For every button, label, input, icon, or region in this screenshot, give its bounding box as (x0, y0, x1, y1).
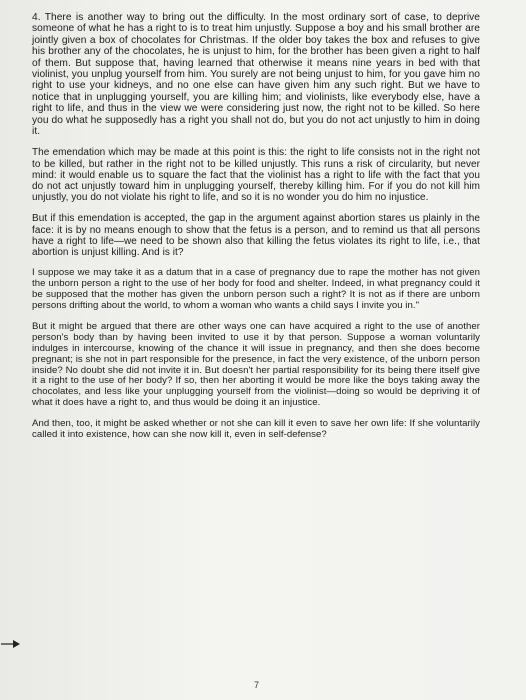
paragraph-5: But it might be argued that there are other ways one can have acquired a right to the use of another person's body than by having been invited to use it by that person. Suppose a woman voluntarily indulges in intercourse, knowing of the chance it will issue in pregnancy, and then she does become pregnant; is she not in part responsible for the presence, in fact the very existence, of the unborn person inside? No doubt she did not invite it in. But doesn't her partial responsibility for its being there itself give it a right to the use of her body? If so, then her aborting it would be more like the boys taking away the chocolates, and less like your unplugging yourself from the violinist—doing so would be depriving it of what it does have a right to, and thus would be doing it an injustice. (32, 320, 480, 409)
paragraph-1: 4. There is another way to bring out the difficulty. In the most ordinary sort of case, to deprive someone of what he has a right to is to treat him unjustly. Suppose a boy and his small brother are jointly given a box of chocolates for Christmas. If the older boy takes the box and refuses to give his brother any of the chocolates, he is unjust to him, for the brother has been given a right to half of them. But suppose that, having learned that otherwise it means nine years in bed with that violinist, you unplug yourself from him. You surely are not being unjust to him, for you gave him no right to use your kidneys, and no one else can have given him any such right. But we have to notice that in unplugging yourself, you are killing him; and violinists, like everybody else, have a right to life, and thus in the view we were considering just now, the right not to be killed. So here you do what he supposedly has a right you shall not do, but you do not act unjustly to him in doing it. (32, 12, 480, 138)
page-number: 7 (254, 680, 260, 690)
arrow-right-icon (0, 638, 22, 650)
paragraph-6: And then, too, it might be asked whether or not she can kill it even to save her own life: If she voluntarily called it into existence, how can she now kill it, even in self-defense? (32, 418, 480, 441)
document-body (32, 12, 480, 451)
paragraph-4: I suppose we may take it as a datum that in a case of pregnancy due to rape the mother has not given the unborn person a right to the use of her body for food and shelter. Indeed, in what pregnancy could it be supposed that the mother has given the unborn person such a right? It is not as if there are unborn persons drifting about the world, to whom a woman who wants a child says I invite you in." (32, 267, 480, 312)
paragraph-3: But if this emendation is accepted, the gap in the argument against abortion stares us plainly in the face: it is by no means enough to show that the fetus is a person, and to remind us that all persons have a right to life—we need to be shown also that killing the fetus violates its right to life, i.e., that abortion is unjust killing. And is it? (32, 213, 480, 259)
paragraph-2: The emendation which may be made at this point is this: the right to life consists not in the right not to be killed, but rather in the right not to be killed unjustly. This runs a risk of circularity, but never mind: it would enable us to square the fact that the violinist has a right to life with the fact that you do not act unjustly toward him in unplugging yourself, thereby killing him. For if you do not kill him unjustly, you do not violate his right to life, and so it is no wonder you do him no injustice. (32, 147, 480, 204)
